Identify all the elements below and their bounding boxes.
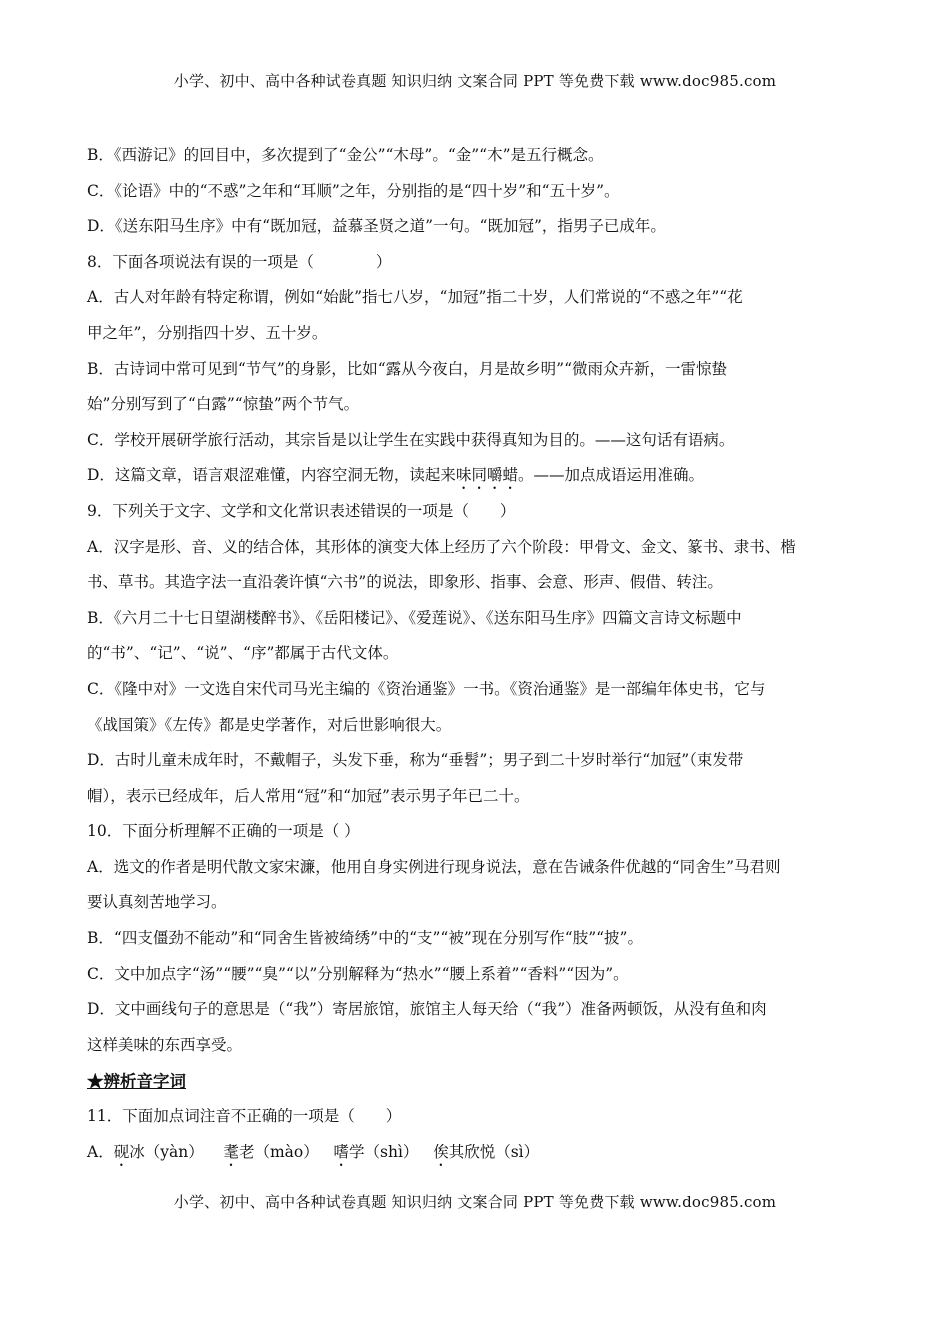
- text-segment: D．这篇文章，语言艰涩难懂，内容空洞无物，读起来: [87, 466, 456, 485]
- text-line: D．《送东阳马生序》中有“既加冠，益慕圣贤之道”一句。“既加冠”，指男子已成年。: [87, 217, 666, 236]
- page-footer: 小学、初中、高中各种试卷真题 知识归纳 文案合同 PPT 等免费下载 www.doc985.com: [173, 1193, 777, 1211]
- text-line: C．《论语》中的“不惑”之年和“耳顺”之年，分别指的是“四十岁”和“五十岁”。: [87, 181, 620, 200]
- dotted-char: 耄: [223, 1142, 239, 1161]
- text-line: D．文中画线句子的意思是（“我”）寄居旅馆，旅馆主人每天给（“我”）准备两顿饭，从没有鱼和肉: [87, 1000, 767, 1019]
- pinyin-word: 老（mào）: [238, 1142, 319, 1161]
- text-line: 要认真刻苦地学习。: [87, 893, 227, 912]
- text-line: C．学校开展研学旅行活动，其宗旨是以让学生在实践中获得真知为目的。——这句话有语病。: [87, 430, 735, 449]
- text-line: [87, 464, 857, 500]
- text-line: B．《西游记》的回目中，多次提到了“金公”“木母”。“金”“木”是五行概念。: [87, 146, 604, 164]
- question-11: 11．下面加点词注音不正确的一项是（ ）: [87, 1107, 402, 1126]
- text-line: C．文中加点字“汤”“腰”“臭”“以”分别解释为“热水”“腰上系着”“香料”“因为”。: [87, 964, 629, 983]
- text-line: 的“书”、“记”、“说”、“序”都属于古代文体。: [87, 644, 399, 663]
- text-line: D．古时儿童未成年时，不戴帽子，头发下垂，称为“垂髫”；男子到二十岁时举行“加冠”（束发带: [87, 751, 744, 770]
- text-line: 甲之年”，分别指四十岁、五十岁。: [87, 323, 328, 342]
- page-header: 小学、初中、高中各种试卷真题 知识归纳 文案合同 PPT 等免费下载 www.doc985.com: [173, 72, 777, 90]
- option-a-line: [87, 1141, 857, 1177]
- text-line: B．《六月二十七日望湖楼醉书》、《岳阳楼记》、《爱莲说》、《送东阳马生序》四篇文言诗文标题中: [87, 608, 742, 627]
- dotted-idiom: 味同嚼蜡: [455, 466, 518, 485]
- dotted-char: 俟: [433, 1142, 449, 1161]
- text-segment: 。——加点成语运用准确。: [517, 466, 704, 485]
- text-line: 这样美味的东西享受。: [87, 1035, 243, 1054]
- text-line: B．“四支僵劲不能动”和“同舍生皆被绮绣”中的“支”“被”现在分别写作“肢”“披”。: [87, 929, 643, 948]
- text-line: A．汉字是形、音、义的结合体，其形体的演变大体上经历了六个阶段：甲骨文、金文、篆书、隶书、楷: [87, 537, 796, 556]
- text-line: 书、草书。其造字法一直沿袭许慎“六书”的说法，即象形、指事、会意、形声、假借、转注。: [87, 573, 723, 592]
- pinyin-word: 学（shì）: [349, 1142, 419, 1161]
- pinyin-word: 其欣悦（sì）: [448, 1142, 540, 1161]
- question-10: 10．下面分析理解不正确的一项是（ ）: [87, 822, 360, 841]
- text-line: 《战国策》《左传》都是史学著作，对后世影响很大。: [87, 715, 452, 734]
- text-line: A．选文的作者是明代散文家宋濂，他用自身实例进行现身说法，意在告诫条件优越的“同舍生”马君则: [87, 857, 781, 876]
- question-9: 9．下列关于文字、文学和文化常识表述错误的一项是（ ）: [87, 501, 516, 520]
- question-8: 8．下面各项说法有误的一项是（ ）: [87, 252, 392, 271]
- dotted-char: 嗜: [333, 1142, 350, 1161]
- text-line: C．《隆中对》一文选自宋代司马光主编的《资治通鉴》一书。《资治通鉴》是一部编年体史书，它与: [87, 679, 766, 698]
- text-line: 始”分别写到了“白露”“惊蛰”两个节气。: [87, 395, 360, 414]
- option-label: A．: [87, 1142, 114, 1161]
- section-title: ★辨析音字词: [87, 1072, 186, 1092]
- pinyin-word: 冰（yàn）: [129, 1142, 204, 1161]
- document-body: [87, 144, 857, 1176]
- text-line: 帽），表示已经成年，后人常用“冠”和“加冠”表示男子年已二十。: [87, 786, 530, 805]
- text-line: B．古诗词中常可见到“节气”的身影，比如“露从今夜白，月是故乡明”“微雨众卉新，一雷惊蛰: [87, 359, 728, 378]
- dotted-char: 砚: [113, 1142, 130, 1161]
- text-line: A．古人对年龄有特定称谓，例如“始龀”指七八岁，“加冠”指二十岁，人们常说的“不惑之年”“花: [87, 288, 743, 307]
